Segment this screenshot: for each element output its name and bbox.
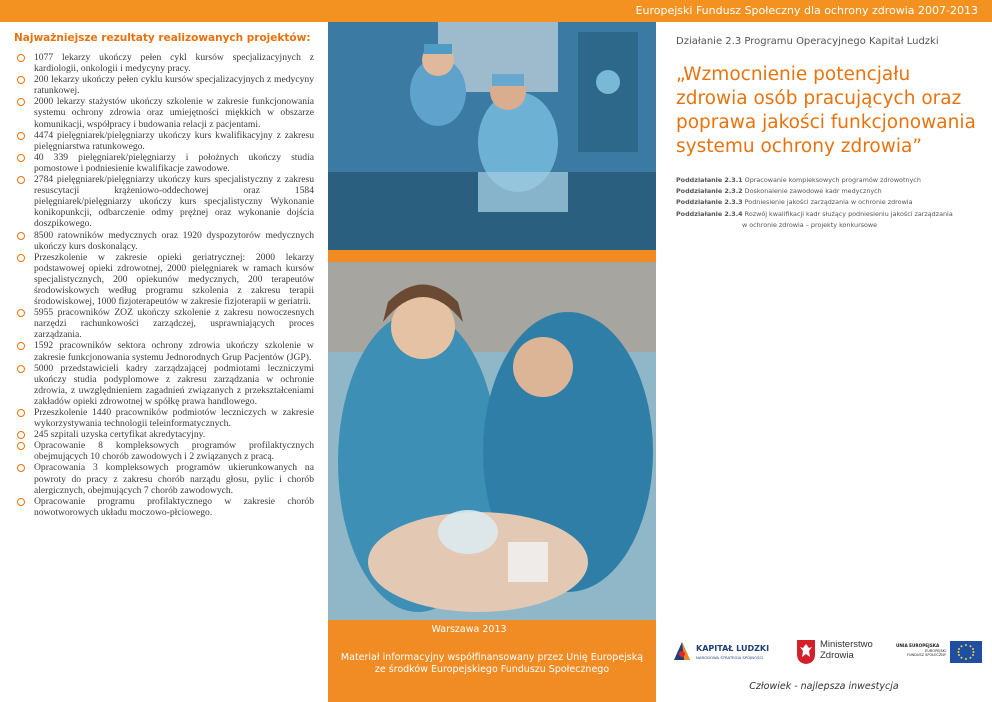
list-item: 40 339 pielęgniarek/pielęgniarzy i położnych ukończy studia pomostowe i podniesienie kwalifikacje zawodowe. [14,152,314,174]
bullet-icon [17,464,25,472]
list-item: 4474 pielęgniarek/pielęgniarzy ukończy kurs kwalifikacyjny z zakresu pielęgniarstwa ratunkowego. [14,130,314,152]
kapital-ludzki-logo: KAPITAŁ LUDZKI NARODOWA STRATEGIA SPÓJNOŚCI [672,640,770,662]
list-item: 8500 ratowników medycznych oraz 1920 dyspozytorów medycznych ukończy kurs doskonalący. [14,230,314,252]
slogan: Człowiek - najlepsza inwestycja [749,681,899,692]
action-label: Działanie 2.3 Programu Operacyjnego Kapitał Ludzki [676,36,939,47]
results-list [14,52,314,518]
bullet-icon [17,254,25,262]
bullet-icon [17,54,25,62]
bullet-icon [17,431,25,439]
bullet-icon [17,409,25,417]
top-band [0,0,992,22]
logos-strip [656,620,992,702]
bullet-icon [17,442,25,450]
bullet-icon [17,309,25,317]
list-item: 200 lekarzy ukończy pełen cyklu kursów specjalizacyjnych z medycyny ratunkowej. [14,74,314,96]
bullet-icon [17,176,25,184]
bullet-icon [17,154,25,162]
bullet-icon [17,76,25,84]
list-item: 5955 pracowników ZOZ ukończy szkolenie z zakresu nowoczesnych narzędzi rachunkowości zarządczej, usprawniających proces zarządzania. [14,307,314,340]
headline: „Wzmocnienie potencjału zdrowia osób pracujących oraz poprawa jakości funkcjonowania systemu ochrony zdrowia” [676,64,976,157]
ministerstwo-zdrowia-logo: Ministerstwo Zdrowia [796,639,886,665]
place-year: Warszawa 2013 [431,624,507,635]
program-title: Europejski Fundusz Społeczny dla ochrony zdrowia 2007-2013 [635,4,978,17]
bullet-icon [17,232,25,240]
results-title: Najważniejsze rezultaty realizowanych projektów: [14,32,311,44]
eu-flag-icon [950,641,982,663]
list-item: Poddziałanie 2.3.1 Opracowanie kompleksowych programów zdrowotnych [676,176,921,184]
surgery-photo-illustration [328,22,656,250]
bullet-icon [17,342,25,350]
cover-panel [656,22,992,262]
list-item: Przeszkolenie w zakresie opieki geriatrycznej: 2000 lekarzy podstawowej opieki zdrowotnej, 2000 pielęgniarek w ramach kursów specjalistycznych, 200 opiekunów medycznych, 200 terapeutów środowiskowych według programu szkolenia z zakresu terapii środowiskowej, 1000 fizjoterapeutów w zakresie fizjoterapii w geriatrii. [14,252,314,307]
list-item: Przeszkolenie 1440 pracowników podmiotów leczniczych w zakresie wykorzystywania technologii teleinformatycznych. [14,407,314,429]
kapital-ludzki-symbol-icon [672,640,692,662]
bullet-icon [17,365,25,373]
list-item: 1077 lekarzy ukończy pełen cykl kursów specjalizacyjnych z kardiologii, onkologii i medycyny pracy. [14,52,314,74]
list-item: 2000 lekarzy stażystów ukończy szkolenie w zakresie funkcjonowania systemu ochrony zdrowia oraz umiejętności miękkich w obszarze komunikacji, współpracy i budowania relacji z pacjentami. [14,96,314,129]
list-item: w ochronie zdrowia – projekty konkursowe [742,220,878,229]
sub-actions-list [676,175,978,231]
surgery-photo [328,22,656,250]
resuscitation-photo-illustration [328,262,656,620]
bullet-icon [17,98,25,106]
resuscitation-photo [328,262,656,620]
list-item: 2784 pielęgniarek/pielęgniarzy ukończy kurs specjalistyczny z zakresu resuscytacji krążeniowo-oddechowej oraz 1584 pielęgniarek/pielęgniarzy ukończy kurs specjalistyczny Wykonanie konikopunkcji, odbarczenie odmy prężnej oraz wykonanie dojścia doszpikowego. [14,174,314,229]
list-item: Opracowania 3 kompleksowych programów ukierunkowanych na powroty do pracy z zakresu chorób narządu głosu, pylic i chorób alergicznych, obejmujących 7 chorób zawodowych. [14,462,314,495]
list-item: 5000 przedstawicieli kadry zarządzającej podmiotami leczniczymi ukończy studia podyplomowe z zakresu zarządzania w ochronie zdrowia, z uwzględnieniem zagadnień związanych z przekształceniami zakładów opieki zdrowotnej w spółkę prawa handlowego. [14,363,314,407]
polish-eagle-icon [796,639,816,665]
list-item: 245 szpitali uzyska certyfikat akredytacyjny. [14,429,314,440]
list-item: Poddziałanie 2.3.2 Doskonalenie zawodowe kadr medycznych [676,187,882,196]
list-item: Opracowanie 8 kompleksowych programów profilaktycznych obejmujących 10 chorób zawodowych i 2 związanych z pracą. [14,440,314,462]
list-item: Poddziałanie 2.3.3 Podniesienie jakości zarządzania w ochronie zdrowia [676,198,913,207]
funding-note: Materiał informacyjny współfinansowany przez Unię Europejską ze środków Europejskiego Funduszu Społecznego [340,652,644,675]
eu-efs-logo: UNIA EUROPEJSKA EUROPEJSKI FUNDUSZ SPOŁECZNY [896,641,982,663]
bullet-icon [17,498,25,506]
list-item: Poddziałanie 2.3.4 Rozwój kwalifikacji kadr służący podniesieniu jakości zarządzania [676,209,953,218]
list-item: 1592 pracowników sektora ochrony zdrowia ukończy szkolenie w zakresie funkcjonowania systemu Jednorodnych Grup Pacjentów (JGP). [14,340,314,362]
results-panel [0,22,328,702]
bullet-icon [17,132,25,140]
list-item: Opracowanie programu profilaktycznego w zakresie chorób nowotworowych układu moczowo-płciowego. [14,496,314,518]
